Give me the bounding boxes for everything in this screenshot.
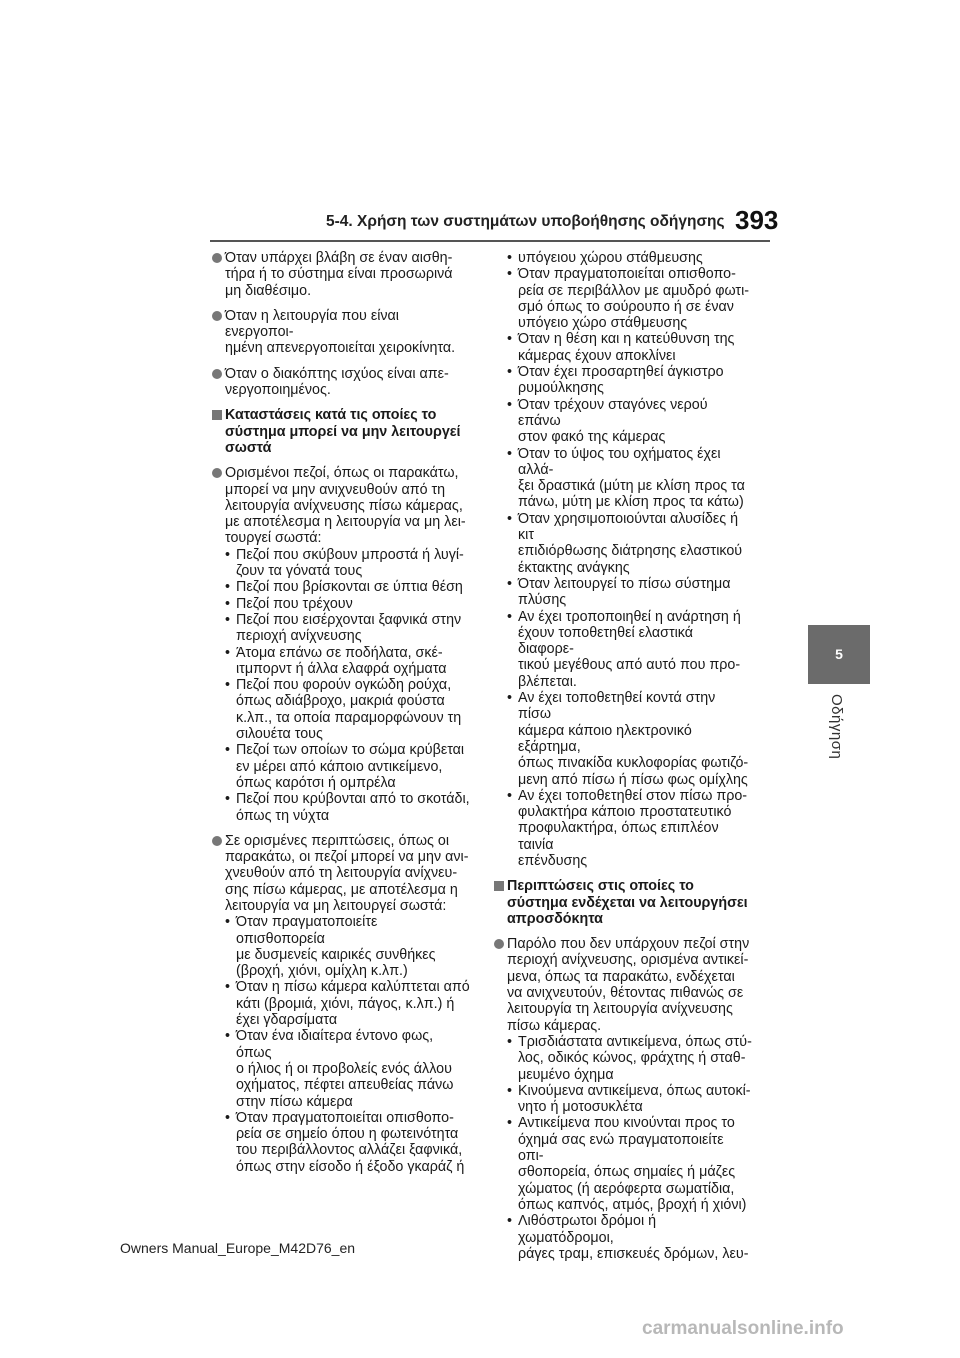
list-item: • Κινούμενα αντικείμενα, όπως αυτοκί- νητο ή μοτοσυκλέτα [507,1083,752,1116]
list-item: • Όταν πραγματοποιείται οπισθοπο- ρεία σε περιβάλλον με αμυδρό φωτι- σμό όπως το σούρουπο ή σε έναν υπόγειο χώρο στάθμευσης [507,266,752,331]
list-item: • Όταν πραγματοποιείται οπισθοπο- ρεία σε σημείο όπου η φωτεινότητα του περιβάλλοντος αλλάζει ξαφνικά, όπως στην είσοδο ή έξοδο γκαράζ ή [225,1110,470,1175]
list-item: • Όταν τρέχουν σταγόνες νερού επάνω στον φακό της κάμερας [507,397,752,446]
list-item: • Πεζοί που βρίσκονται σε ύπτια θέση [225,579,470,595]
paragraph: Ορισμένοι πεζοί, όπως οι παρακάτω, μπορεί να μην ανιχνευθούν από τη λειτουργία ανίχνευσης πίσω κάμερας, με αποτέλεσμα η λειτουργία να μη λει- τουργεί σωστά: [212,465,470,546]
footer-manual-id: Owners Manual_Europe_M42D76_en [120,1240,356,1256]
list-item: • Όταν λειτουργεί το πίσω σύστημα πλύσης [507,576,752,609]
paragraph: Όταν ο διακόπτης ισχύος είναι απε- νεργοποιημένος. [212,366,470,399]
list-item: • Όταν το ύψος του οχήματος έχει αλλά- ξει δραστικά (μύτη με κλίση προς τα πάνω, μύτη με κλίση προς τα κάτω) [507,446,752,511]
watermark-link[interactable]: carmanualsonline.info [642,1318,844,1339]
list-item: • Αν έχει τροποποιηθεί η ανάρτηση ή έχουν τοποθετηθεί ελαστικά διαφορε- τικού μεγέθους από αυτό που προ- βλέπεται. [507,609,752,690]
bullet-circle-icon [212,369,222,379]
list-item: • Αν έχει τοποθετηθεί κοντά στην πίσω κάμερα κάποιο ηλεκτρονικό εξάρτημα, όπως πινακίδα κυκλοφορίας φωτιζό- μενη από πίσω ή πίσω φως ομίχλης [507,690,752,788]
bullet-list [212,914,470,1175]
page-number: 393 [735,205,779,235]
paragraph: Όταν υπάρχει βλάβη σε έναν αισθη- τήρα ή το σύστημα είναι προσωρινά μη διαθέσιμο. [212,250,470,299]
list-item: • Όταν πραγματοποιείτε οπισθοπορεία με δυσμενείς καιρικές συνθήκες (βροχή, χιόνι, ομίχλη κ.λπ.) [225,914,470,979]
list-item-continued: • υπόγειου χώρου στάθμευσης [507,250,752,266]
bullet-circle-icon [212,468,222,478]
list-item: • Πεζοί που κρύβονται από το σκοτάδι, όπως τη νύχτα [225,791,470,824]
list-item: • Άτομα επάνω σε ποδήλατα, σκέ- ιτμπορντ ή άλλα ελαφρά οχήματα [225,645,470,678]
list-item: • Αν έχει τοποθετηθεί στον πίσω προ- φυλακτήρα κάποιο προστατευτικό προφυλακτήρα, όπως επιπλέον ταινία επένδυσης [507,788,752,869]
header-divider [210,240,770,242]
chapter-tab [808,625,870,684]
bullet-list [494,266,752,869]
chapter-label: Οδήγηση [828,694,845,760]
list-item: • Πεζοί των οποίων το σώμα κρύβεται εν μέρει από κάποιο αντικείμενο, όπως καρότσι ή ομπρέλα [225,742,470,791]
paragraph: Παρόλο που δεν υπάρχουν πεζοί στην περιοχή ανίχνευσης, ορισμένα αντικεί- μενα, όπως τα παρακάτω, ενδέχεται να ανιχνευτούν, θέτοντας πιθανώς σε λειτουργία τη λειτουργία ανίχνευσης πίσω κάμερας. [494,936,752,1034]
bullet-list [494,250,752,266]
bullet-square-icon [212,410,222,420]
section-heading: Καταστάσεις κατά τις οποίες το σύστημα μπορεί να μην λειτουργεί σωστά [212,407,470,456]
bullet-circle-icon [212,311,222,321]
list-item: • Όταν η θέση και η κατεύθυνση της κάμερας έχουν αποκλίνει [507,331,752,364]
list-item: • Αντικείμενα που κινούνται προς το όχημά σας ενώ πραγματοποιείτε οπι- σθοπορεία, όπως σημαίες ή μάζες χώματος (ή αερόφερτα σωματίδια, όπως καπνός, ατμός, βροχή ή χιόνι) [507,1115,752,1213]
section-title: 5-4. Χρήση των συστημάτων υποβοήθησης οδήγησης [326,213,725,230]
bullet-square-icon [494,881,504,891]
list-item: • Όταν ένα ιδιαίτερα έντονο φως, όπως ο ήλιος ή οι προβολείς ενός άλλου οχήματος, πέφτει απευθείας πάνω στην πίσω κάμερα [225,1028,470,1109]
list-item: • Λιθόστρωτοι δρόμοι ή χωματόδρομοι, ράγες τραμ, επισκευές δρόμων, λευ- [507,1213,752,1262]
list-item: • Πεζοί που φορούν ογκώδη ρούχα, όπως αδιάβροχο, μακριά φούστα κ.λπ., τα οποία παραμορφώνουν τη σιλουέτα τους [225,677,470,742]
list-item: • Τρισδιάστατα αντικείμενα, όπως στύ- λος, οδικός κώνος, φράχτης ή σταθ- μευμένο όχημα [507,1034,752,1083]
right-column [494,250,752,1271]
list-item: • Όταν χρησιμοποιούνται αλυσίδες ή κιτ επιδιόρθωσης διάτρησης ελαστικού έκτακτης ανάγκης [507,511,752,576]
list-item: • Όταν η πίσω κάμερα καλύπτεται από κάτι (βρομιά, χιόνι, πάγος, κ.λπ.) ή έχει γδαρσίματα [225,979,470,1028]
list-item: • Πεζοί που σκύβουν μπροστά ή λυγί- ζουν τα γόνατά τους [225,547,470,580]
bullet-circle-icon [494,939,504,949]
bullet-circle-icon [212,836,222,846]
paragraph: Σε ορισμένες περιπτώσεις, όπως οι παρακάτω, οι πεζοί μπορεί να μην ανι- χνευθούν από τη λειτουργία ανίχνευ- σης πίσω κάμερας, με αποτέλεσμα η λειτουργία να μη λειτουργεί σωστά: [212,833,470,914]
bullet-list [212,547,470,824]
bullet-list [494,1034,752,1262]
section-heading: Περιπτώσεις στις οποίες το σύστημα ενδέχεται να λειτουργήσει απροσδόκητα [494,878,752,927]
bullet-circle-icon [212,253,222,263]
list-item: • Πεζοί που τρέχουν [225,596,470,612]
paragraph: Όταν η λειτουργία που είναι ενεργοποι- ημένη απενεργοποιείται χειροκίνητα. [212,308,470,357]
left-column [212,250,470,1184]
list-item: • Πεζοί που εισέρχονται ξαφνικά στην περιοχή ανίχνευσης [225,612,470,645]
chapter-number: 5 [835,646,843,662]
list-item: • Όταν έχει προσαρτηθεί άγκιστρο ρυμούλκησης [507,364,752,397]
